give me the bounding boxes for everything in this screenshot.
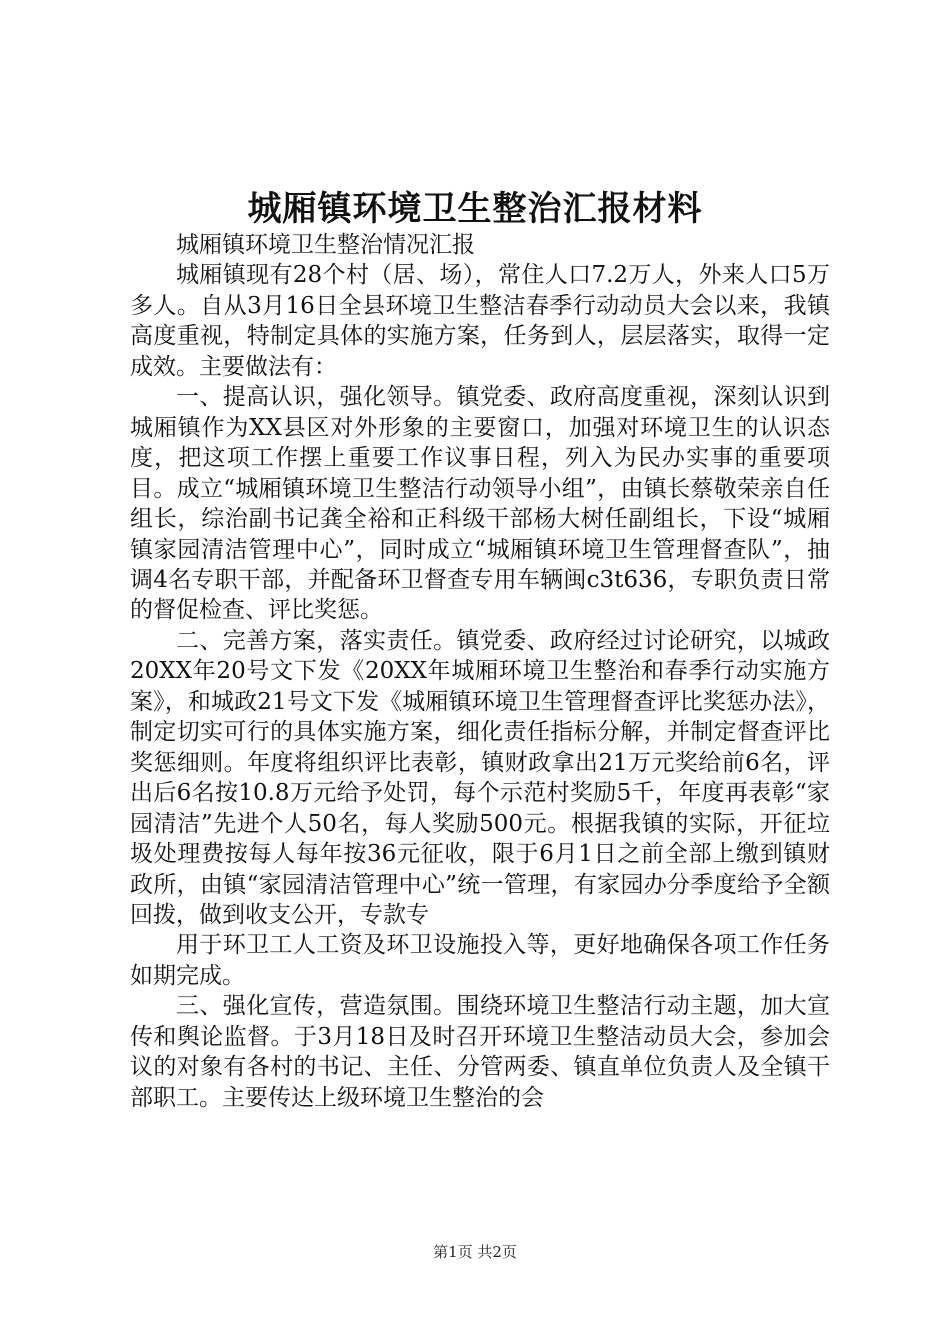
document-title: 城厢镇环境卫生整治汇报材料: [247, 189, 703, 229]
body-paragraph: 用于环卫工人工资及环卫设施投入等，更好地确保各项工作任务如期完成。: [130, 932, 830, 989]
document-body: [130, 230, 830, 1113]
body-paragraph: 三、强化宣传，营造氛围。围绕环境卫生整洁行动主题，加大宣传和舆论监督。于3月18日及时召开环境卫生整洁动员大会，参加会议的对象有各村的书记、主任、分管两委、镇直单位负责人及全镇干部职工。主要传达上级环境卫生整治的会: [130, 993, 830, 1111]
page-footer: 第1页 共2页: [433, 1243, 517, 1261]
body-paragraph: 二、完善方案，落实责任。镇党委、政府经过讨论研究，以城政20XX年20号文下发《20XX年城厢环境卫生整治和春季行动实施方案》，和城政21号文下发《城厢镇环境卫生管理督查评比奖惩办法》，制定切实可行的具体实施方案，细化责任指标分解，并制定督查评比奖惩细则。年度将组织评比表彰，镇财政拿出21万元奖给前6名，评出后6名按10.8万元给予处罚，每个示范村奖励5千，年度再表彰“家园清洁”先进个人50名，每人奖励500元。根据我镇的实际，开征垃圾处理费按每人每年按36元征收，限于6月1日之前全部上缴到镇财政所，由镇“家园清洁管理中心”统一管理，有家园办分季度给予全额回拨，做到收支公开，专款专: [130, 627, 830, 928]
body-paragraph: 一、提高认识，强化领导。镇党委、政府高度重视，深刻认识到城厢镇作为XX县区对外形象的主要窗口，加强对环境卫生的认识态度，把这项工作摆上重要工作议事日程，列入为民办实事的重要项目。成立“城厢镇环境卫生整洁行动领导小组”，由镇长蔡敬荣亲自任组长，综治副书记龚全裕和正科级干部杨大树任副组长，下设“城厢镇家园清洁管理中心”，同时成立“城厢镇环境卫生管理督查队”，抽调4名专职干部，并配备环卫督查专用车辆闽c3t636，专职负责日常的督促检查、评比奖惩。: [130, 384, 830, 624]
body-paragraph: 城厢镇环境卫生整治情况汇报: [176, 232, 475, 258]
body-paragraph: 城厢镇现有28个村（居、场），常住人口7.2万人，外来人口5万多人。自从3月16日全县环境卫生整洁春季行动动员大会以来，我镇高度重视，特制定具体的实施方案，任务到人，层层落实，取得一定成效。主要做法有：: [130, 262, 830, 380]
